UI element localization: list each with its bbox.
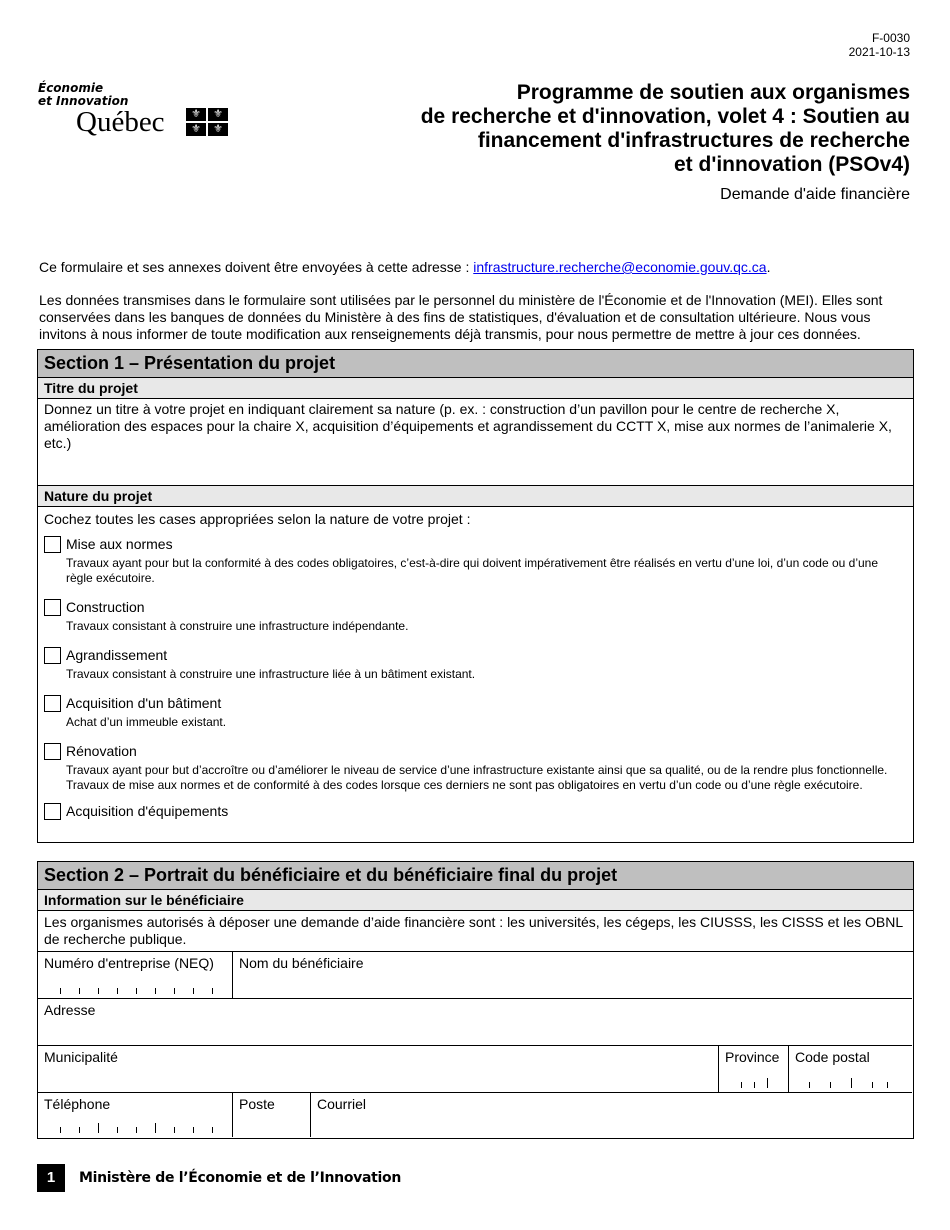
section-1 [37,349,914,843]
ministry-name: Ministère de l’Économie et de l’Innovation [79,1170,401,1186]
neq-field[interactable] [38,952,233,999]
province-char-ticks [741,1082,768,1088]
option-description: Travaux consistant à construire une infrastructure liée à un bâtiment existant. [66,667,476,681]
option-description: Achat d’un immeuble existant. [66,715,227,729]
logo-line-2: et Innovation [38,94,129,108]
checkbox-acquisition-batiment[interactable] [44,695,61,712]
neq-digit-ticks [60,988,213,994]
option-acquisition-batiment [38,694,913,730]
form-date: 2021-10-13 [848,45,910,59]
option-renovation [38,742,913,793]
logo-line-1: Économie [38,81,104,95]
checkbox-renovation[interactable] [44,743,61,760]
privacy-notice: Les données transmises dans le formulaire sont utilisées par le personnel du ministère de l'Économie et de l'Innovation (MEI). Elles sont conservées dans les banques de données du Ministère à des fins de statistiques, d'évaluation et de consultation ultérieure. Nous vous invitons à nous informer de toute modification aux renseignements déjà transmis, pour nous permettre de mettre à jour ces données. [39,292,883,342]
section-2 [37,861,914,1139]
nature-projet-help: Cochez toutes les cases appropriées selon la nature de votre projet : [44,511,471,527]
form-subtitle: Demande d'aide financière [720,186,910,203]
courriel-field[interactable] [311,1093,912,1137]
courriel-label: Courriel [317,1096,367,1112]
municipalite-field[interactable] [38,1046,719,1093]
section-1-title: Section 1 – Présentation du projet [38,350,913,378]
email-link[interactable]: infrastructure.recherche@economie.gouv.qc.ca [473,259,767,275]
titre-projet-label: Titre du projet [38,378,913,399]
checkbox-acquisition-equipements[interactable] [44,803,61,820]
titre-projet-field[interactable] [38,399,913,486]
nom-beneficiaire-label: Nom du bénéficiaire [239,955,364,971]
address-end: . [766,259,771,275]
option-mise-aux-normes [38,535,913,586]
telephone-label: Téléphone [44,1096,111,1112]
form-title [370,81,910,177]
form-title-line: et d'innovation (PSOv4) [673,153,910,176]
option-construction [38,598,913,634]
beneficiary-fields [38,952,912,1137]
option-description: Travaux consistant à construire une infrastructure indépendante. [66,619,409,633]
province-field[interactable] [719,1046,789,1093]
adresse-field[interactable] [38,999,912,1046]
province-label: Province [725,1049,780,1065]
submission-address [39,259,914,276]
option-label: Acquisition d'un bâtiment [66,695,222,711]
municipalite-label: Municipalité [44,1049,118,1065]
page-number: 1 [37,1164,65,1192]
option-label: Construction [66,599,145,615]
quebec-logo [38,82,238,144]
option-label: Agrandissement [66,647,168,663]
adresse-label: Adresse [44,1002,96,1018]
form-title-line: Programme de soutien aux organismes [516,81,910,104]
checkbox-construction[interactable] [44,599,61,616]
form-code: F-0030 [871,31,910,45]
option-label: Mise aux normes [66,536,173,552]
titre-projet-help: Donnez un titre à votre projet en indiquant clairement sa nature (p. ex. : construction d’un pavillon pour le centre de recherche X, amélioration des espaces pour la chaire X, acquisition d’équipements et agrandissement du CCTT X, mise aux normes de l’animalerie X, etc.) [44,401,892,451]
telephone-digit-ticks [60,1127,213,1133]
checkbox-mise-aux-normes[interactable] [44,536,61,553]
code-postal-field[interactable] [789,1046,912,1093]
option-agrandissement [38,646,913,682]
neq-label: Numéro d'entreprise (NEQ) [44,955,214,971]
code-postal-label: Code postal [795,1049,870,1065]
poste-label: Poste [239,1096,275,1112]
form-title-line: financement d'infrastructures de recherche [477,129,910,152]
checkbox-agrandissement[interactable] [44,647,61,664]
option-label: Rénovation [66,743,137,759]
section-2-title: Section 2 – Portrait du bénéficiaire et du bénéficiaire final du projet [38,862,913,890]
nature-projet-label: Nature du projet [38,486,913,507]
option-description: Travaux ayant pour but d’accroître ou d’améliorer le niveau de service d’une infrastructure existante ainsi que sa qualité, ou de la rendre plus fonctionnelle. Travaux de mise aux normes et de conformité à des codes lorsque ces derniers ne sont pas obligatoires en vertu d’un code ou d’une règle exécutoire. [66,763,888,792]
address-text: Ce formulaire et ses annexes doivent être envoyées à cette adresse : [39,259,474,275]
code-postal-char-ticks [809,1082,888,1088]
info-beneficiaire-help: Les organismes autorisés à déposer une demande d’aide financière sont : les universités, les cégeps, les CIUSSS, les CISSS et les OBNL de recherche publique. [38,911,913,952]
logo-wordmark: Québec [76,106,165,138]
poste-field[interactable] [233,1093,311,1137]
form-code-block [849,31,910,59]
option-label: Acquisition d'équipements [66,803,229,819]
info-beneficiaire-label: Information sur le bénéficiaire [38,890,913,911]
nom-beneficiaire-field[interactable] [233,952,912,999]
form-title-line: de recherche et d'innovation, volet 4 : Soutien au [420,105,910,128]
option-acquisition-equipements [38,802,913,820]
fleur-de-lys-flag-icon: ⚜ ⚜ ⚜ ⚜ [186,108,228,136]
option-description: Travaux ayant pour but la conformité à des codes obligatoires, c’est-à-dire qui doivent impérativement être réalisés en vertu d’une loi, d’un code ou d’une règle exécutoire. [66,556,879,585]
telephone-field[interactable] [38,1093,233,1137]
